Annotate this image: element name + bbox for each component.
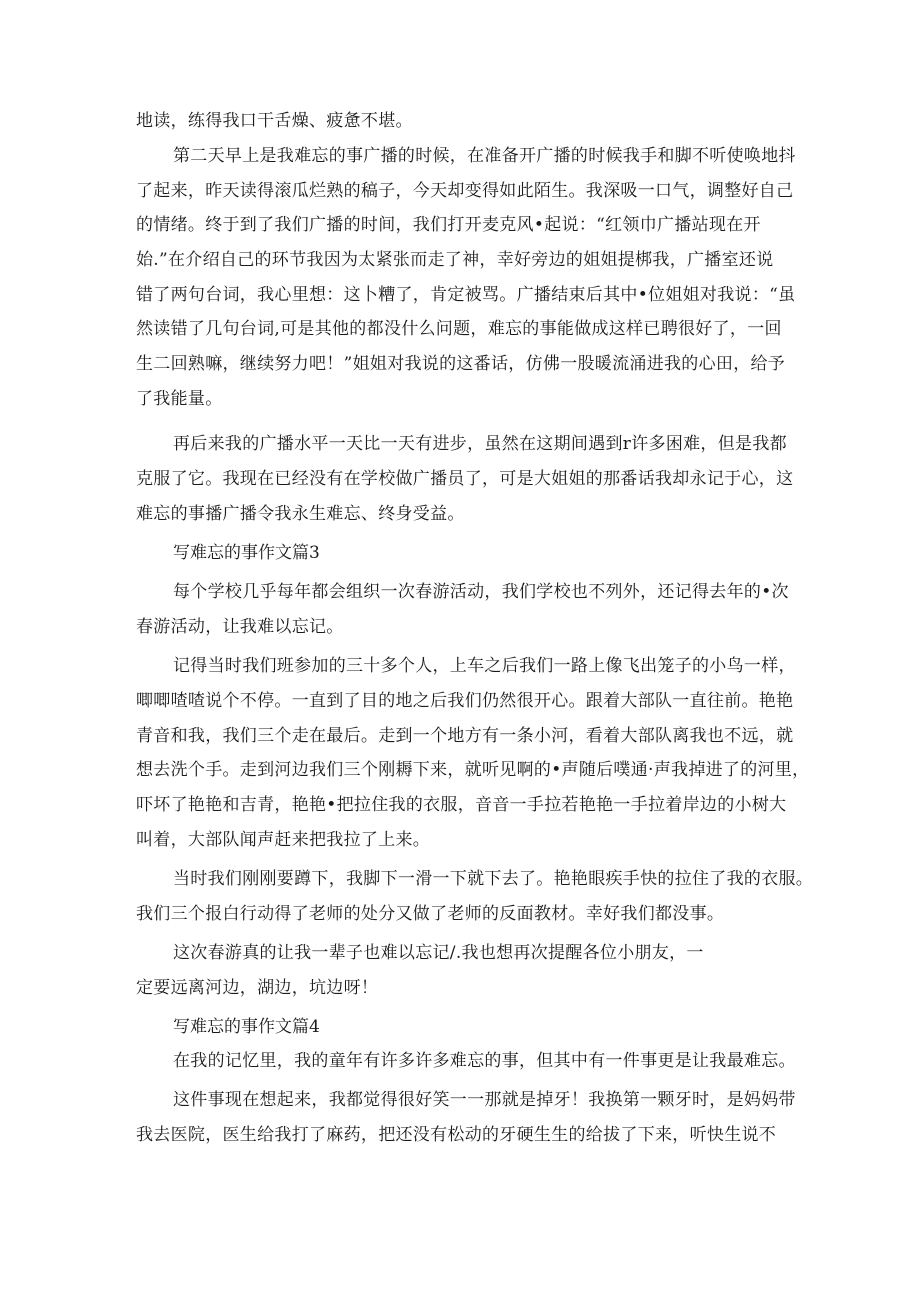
paragraph-line: 叫着，大部队闻声赶来把我拉了上来。 [136,830,431,850]
paragraph-line: 在我的记忆里，我的童年有许多许多难忘的事，但其中有一件事更是让我最难忘。 [173,1051,796,1071]
paragraph-line: 难忘的事播广播令我永生难忘、终身受益。 [136,504,465,524]
paragraph-line: 这件事现在想起来，我都觉得很好笑一一那就是掉牙！我换第一颗牙时，是妈妈带 [173,1090,796,1110]
paragraph-line: 了我能量。 [136,389,223,409]
paragraph-line: 生二回熟嘛，继续努力吧！”姐姐对我说的这番话，仿佛一股暖流涌进我的心田，给予 [136,354,786,374]
paragraph-line: 第二天早上是我难忘的事广播的时候，在准备开广播的时候我手和脚不听使唤地抖 [173,146,796,166]
paragraph-line: 错了两句台词，我心里想：这卜糟了，肯定被骂。广播结束后其中•位姐姐对我说：“虽 [136,285,796,305]
paragraph-line: 我们三个报白行动得了老师的处分又做了老师的反面教材。幸好我们都没事。 [136,904,725,924]
paragraph-line: 春游活动，让我难以忘记。 [136,617,344,637]
paragraph-line: 吓坏了艳艳和吉青，艳艳•把拉住我的衣服，音音一手拉若艳艳一手拉着岸边的小树大 [136,795,787,815]
paragraph-line: 然读错了几句台词,可是其他的都没什么问题，难忘的事能做成这样已聘很好了，一回 [136,319,782,339]
paragraph-line: 克服了它。我现在已经没有在学校做广播员了，可是大姐姐的那番话我却永记于心，这 [136,469,794,489]
section-heading: 写难忘的事作文篇3 [173,543,320,563]
paragraph-line: 定要远离河边，湖边，坑边呀！ [136,978,379,998]
paragraph-line: 唧唧喳喳说个不停。一直到了目的地之后我们仍然很开心。跟着大部队一直往前。艳艳 [136,691,794,711]
paragraph-line: 地读，练得我口干舌燥、疲惫不堪。 [136,111,413,131]
paragraph-line: 青音和我，我们三个走在最后。走到一个地方有一条小河，看着大部队离我也不远，就 [136,726,794,746]
paragraph-line: 这次春游真的让我一辈子也难以忘记/.我也想再次提醒各位小朋友，一 [173,943,704,963]
paragraph-line: 始.”在介绍自己的环节我因为太紧张而走了神，幸好旁边的姐姐提梆我，广播室还说 [136,250,774,270]
paragraph-line: 我去医院，医生给我打了麻药，把还没有松动的牙硬生生的给拔了下来，听快生说不 [136,1125,777,1145]
paragraph-line: 每个学校几乎每年都会组织一次春游活动，我们学校也不列外，还记得去年的•次 [173,582,789,602]
paragraph-line: 再后来我的广播水平一天比一天有进步，虽然在这期间遇到r许多困难，但是我都 [173,434,787,454]
paragraph-line: 的情绪。终于到了我们广播的时间，我们打开麦克风•起说：“红领巾广播站现在开 [136,215,761,235]
paragraph-line: 记得当时我们班参加的三十多个人，上车之后我们一路上像飞出笼子的小鸟一样， [173,656,796,676]
paragraph-line: 了起来，昨天读得滚瓜烂熟的稿子，今天却变得如此陌生。我深吸一口气，调整好自己 [136,181,794,201]
section-heading: 写难忘的事作文篇4 [173,1017,320,1037]
paragraph-line: 想去洗个手。走到河边我们三个刚耨下来，就听见啊的•声随后噗通·声我掉进了的河里， [136,760,810,780]
paragraph-line: 当时我们刚刚要蹲下，我脚下一滑一下就下去了。艳艳眼疾手快的拉住了我的衣服。 [173,869,814,889]
